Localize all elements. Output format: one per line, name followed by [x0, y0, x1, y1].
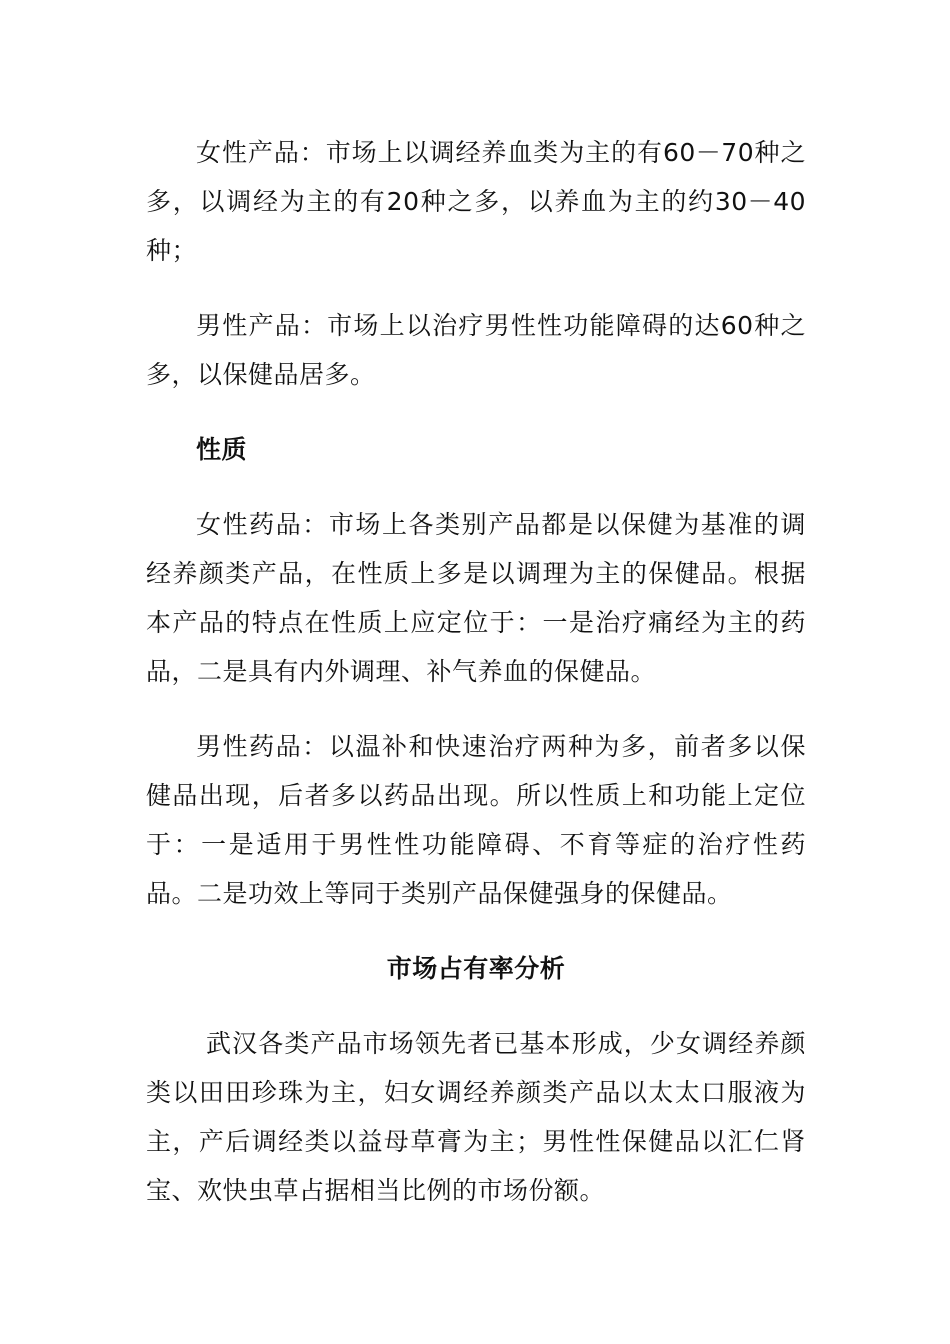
paragraph-male-products: 男性产品：市场上以治疗男性性功能障碍的达60种之多，以保健品居多。 [146, 311, 806, 389]
heading-nature: 性质 [196, 435, 248, 464]
paragraph-female-products: 女性产品：市场上以调经养血类为主的有60－70种之多，以调经为主的有20种之多，以养血为主的约30－40种； [146, 138, 806, 265]
paragraph-female-drugs: 女性药品：市场上各类别产品都是以保健为基准的调经养颜类产品，在性质上多是以调理为主的保健品。根据本产品的特点在性质上应定位于：一是治疗痛经为主的药品，二是具有内外调理、补气养血的保健品。 [146, 510, 806, 686]
heading-market-share-analysis: 市场占有率分析 [386, 954, 566, 983]
document-body [146, 128, 806, 1241]
paragraph-male-drugs: 男性药品：以温补和快速治疗两种为多，前者多以保健品出现，后者多以药品出现。所以性质上和功能上定位于：一是适用于男性性功能障碍、不育等症的治疗性药品。二是功效上等同于类别产品保健强身的保健品。 [146, 732, 806, 908]
paragraph-market-share: 武汉各类产品市场领先者已基本形成，少女调经养颜类以田田珍珠为主，妇女调经养颜类产品以太太口服液为主，产后调经类以益母草膏为主；男性性保健品以汇仁肾宝、欢快虫草占据相当比例的市场份额。 [146, 1029, 806, 1205]
